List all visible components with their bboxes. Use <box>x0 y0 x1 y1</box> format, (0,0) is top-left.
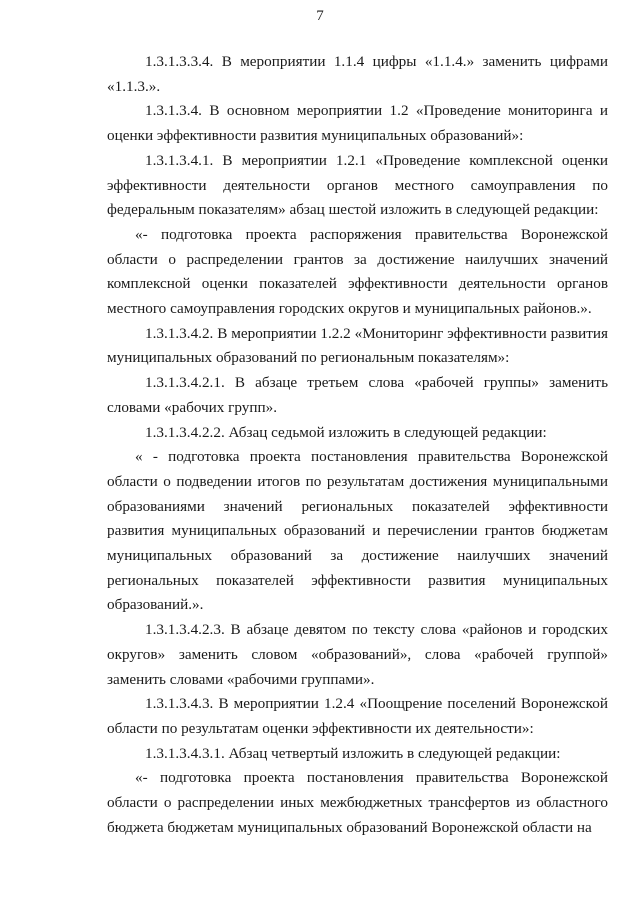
quoted-paragraph-transfers-resolution: «- подготовка проекта постановления правительства Воронежской области о распределении иных межбюджетных трансфертов из областного бюджета бюджетам муниципальных образований Воронежской области на <box>107 769 608 836</box>
paragraph-1-3-1-3-4-2-1: 1.3.1.3.4.2.1. В абзаце третьем слова «рабочей группы» заменить словами «рабочих групп». <box>107 374 608 416</box>
paragraph-1-3-1-3-3-4: 1.3.1.3.3.4. В мероприятии 1.1.4 цифры «1.1.4.» заменить цифрами «1.1.3.». <box>107 53 608 95</box>
paragraph-1-3-1-3-4-3: 1.3.1.3.4.3. В мероприятии 1.2.4 «Поощрение поселений Воронежской области по результатам оценки эффективности их деятельности»: <box>107 695 608 737</box>
quoted-paragraph-results-resolution: « - подготовка проекта постановления правительства Воронежской области о подведении итогов по результатам достижения муниципальными образованиями значений региональных показателей эффективности развития муниципальных образований и перечислении грантов бюджетам муниципальных образований за достижение наилучших значений региональных показателей эффективности развития муниципальных образований.». <box>107 448 608 614</box>
quoted-paragraph-grants-order: «- подготовка проекта распоряжения правительства Воронежской области о распределении грантов за достижение наилучших значений комплексной оценки показателей эффективности деятельности органов местного самоуправления городских округов и муниципальных районов.». <box>107 225 608 318</box>
paragraph-1-3-1-3-4-3-1: 1.3.1.3.4.3.1. Абзац четвертый изложить в следующей редакции: <box>145 744 561 762</box>
page-number: 7 <box>316 8 324 24</box>
paragraph-1-3-1-3-4-2: 1.3.1.3.4.2. В мероприятии 1.2.2 «Мониторинг эффективности развития муниципальных образований по региональным показателям»: <box>107 324 608 367</box>
document-body <box>107 50 608 841</box>
paragraph-1-3-1-3-4-1: 1.3.1.3.4.1. В мероприятии 1.2.1 «Проведение комплексной оценки эффективности деятельности органов местного самоуправления по федеральным показателям» абзац шестой изложить в следующей редакции: <box>107 151 608 219</box>
paragraph-1-3-1-3-4: 1.3.1.3.4. В основном мероприятии 1.2 «Проведение мониторинга и оценки эффективности развития муниципальных образований»: <box>107 102 608 145</box>
paragraph-1-3-1-3-4-2-2: 1.3.1.3.4.2.2. Абзац седьмой изложить в следующей редакции: <box>145 423 547 441</box>
paragraph-1-3-1-3-4-2-3: 1.3.1.3.4.2.3. В абзаце девятом по тексту слова «районов и городских округов» заменить словом «образований», слова «рабочей группой» заменить словами «рабочими группами». <box>107 621 608 688</box>
